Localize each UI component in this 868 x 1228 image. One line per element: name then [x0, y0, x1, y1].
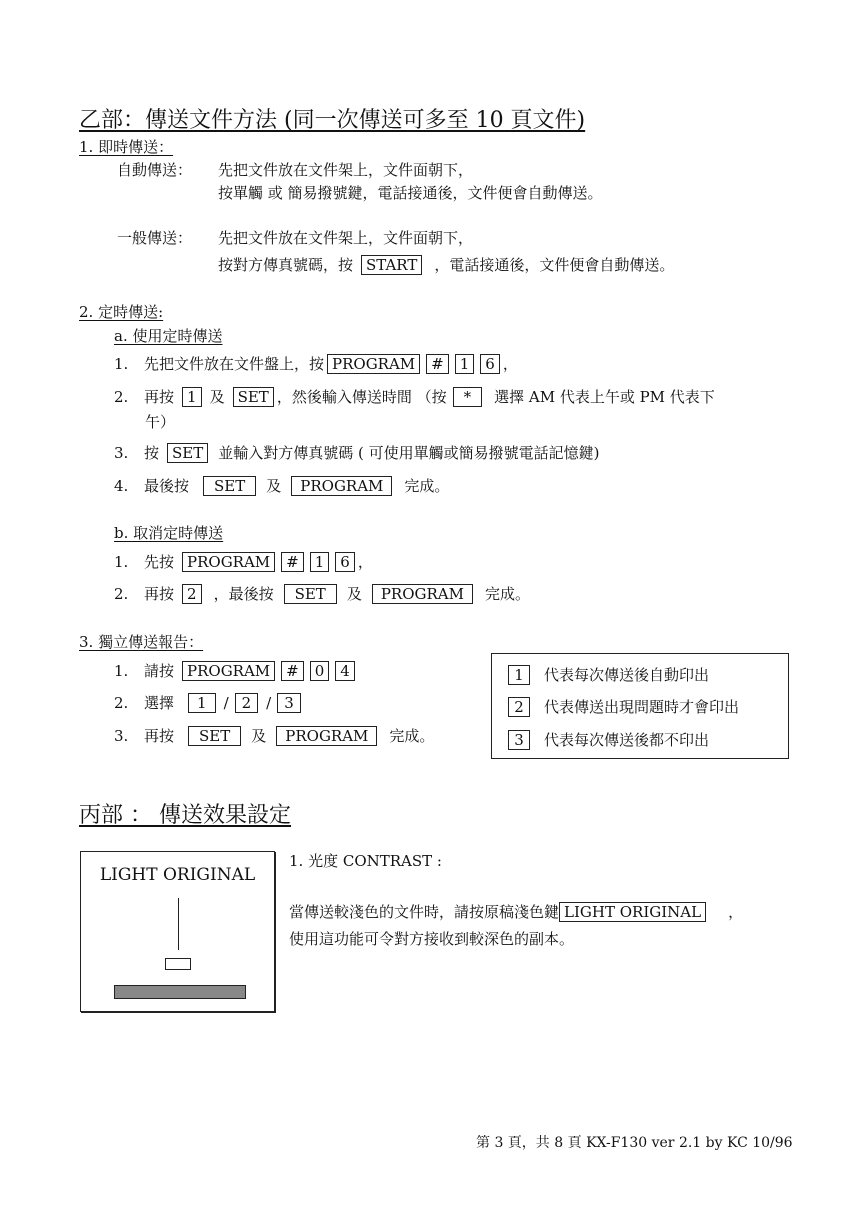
normal-line-2 — [218, 255, 674, 275]
step-text: 選擇 AM 代表上午或 PM 代表下 — [494, 388, 715, 406]
program-key: PROGRAM — [291, 476, 392, 496]
timed-a-heading: a. 使用定時傳送 — [114, 327, 223, 345]
star-key: * — [453, 387, 483, 407]
step-text: 按 — [144, 444, 160, 462]
legend-text: 代表每次傳送後自動印出 — [544, 666, 710, 684]
program-key: PROGRAM — [372, 584, 473, 604]
program-key: PROGRAM — [276, 726, 377, 746]
normal-label: 一般傳送： — [117, 229, 193, 247]
set-key: SET — [233, 387, 274, 407]
timed-heading: 2. 定時傳送: — [79, 303, 164, 321]
key-1: 1 — [188, 693, 216, 713]
immediate-heading: 1. 即時傳送： — [79, 138, 174, 156]
step-text: 先按 — [144, 553, 175, 571]
step-text: 及 — [251, 727, 267, 745]
step-text: 再按 — [144, 585, 175, 603]
key-6: 6 — [480, 354, 500, 374]
timed-b-step-2 — [114, 584, 530, 604]
slash: / — [266, 694, 272, 712]
auto-line-1: 先把文件放在文件架上，文件面朝下， — [218, 161, 474, 179]
step-text: 完成。 — [404, 477, 450, 495]
key-4: 4 — [335, 661, 355, 681]
auto-line-2: 按單觸 或 簡易撥號鍵，電話接通後，文件便會自動傳送。 — [218, 184, 603, 202]
hash-key: # — [426, 354, 449, 374]
timed-a-step-2-cont: 午） — [145, 413, 176, 431]
step-text: 及 — [209, 388, 225, 406]
light-original-key: LIGHT ORIGINAL — [559, 902, 706, 922]
step-number: 2. — [114, 694, 129, 712]
step-end: ， — [357, 553, 373, 571]
legend-text: 代表每次傳送後都不印出 — [544, 731, 710, 749]
step-number: 1. — [114, 553, 129, 571]
legend-text: 代表傳送出現問題時才會印出 — [544, 698, 740, 716]
page-footer: 第 3 頁，共 8 頁 KX-F130 ver 2.1 by KC 10/96 — [476, 1135, 793, 1151]
section-c-title: 丙部 ： 傳送效果設定 — [79, 803, 291, 828]
option-key: 1 — [508, 665, 530, 685]
legend-item — [508, 729, 709, 750]
panel-bar — [114, 985, 246, 999]
section-b-title: 乙部：傳送文件方法 (同一次傳送可多至 10 頁文件) — [79, 108, 586, 133]
report-step-1 — [114, 661, 358, 681]
step-text: 及 — [266, 477, 282, 495]
normal-line-2-post: ，電話接通後，文件便會自動傳送。 — [434, 256, 675, 274]
report-step-3 — [114, 726, 434, 746]
program-key: PROGRAM — [182, 661, 275, 681]
contrast-text: 當傳送較淺色的文件時，請按原稿淺色鍵 — [289, 903, 560, 921]
pointer-line — [178, 898, 179, 950]
start-key: START — [361, 255, 422, 275]
light-original-button-illustration — [165, 958, 191, 970]
step-text: 再按 — [144, 388, 175, 406]
set-key: SET — [203, 476, 256, 496]
legend-item — [508, 664, 709, 685]
normal-line-1: 先把文件放在文件架上，文件面朝下， — [218, 229, 474, 247]
step-end: ， — [502, 355, 518, 373]
step-number: 1. — [114, 662, 129, 680]
step-text: 完成。 — [484, 585, 530, 603]
step-text: 完成。 — [389, 727, 435, 745]
step-text: 及 — [346, 585, 362, 603]
step-number: 4. — [114, 477, 129, 495]
timed-a-step-4 — [114, 476, 449, 496]
auto-label: 自動傳送： — [117, 161, 193, 179]
hash-key: # — [281, 661, 304, 681]
legend-item — [508, 696, 739, 717]
key-2: 2 — [235, 693, 259, 713]
step-number: 3. — [114, 727, 129, 745]
option-key: 2 — [508, 697, 530, 717]
key-2: 2 — [182, 584, 202, 604]
light-original-panel-illustration — [80, 851, 275, 1012]
step-number: 1. — [114, 355, 129, 373]
step-number: 2. — [114, 388, 129, 406]
step-text: 並輸入對方傳真號碼 ( 可使用單觸或簡易撥號電話記憶鍵) — [218, 444, 600, 462]
step-text: 再按 — [144, 727, 175, 745]
contrast-line-2: 使用這功能可令對方接收到較深色的副本。 — [289, 930, 575, 948]
set-key: SET — [188, 726, 241, 746]
step-text: ，然後輸入傳送時間 （按 — [276, 388, 447, 406]
key-1: 1 — [310, 552, 330, 572]
step-text: ，最後按 — [213, 585, 274, 603]
set-key: SET — [167, 443, 208, 463]
hash-key: # — [281, 552, 304, 572]
timed-a-step-1 — [114, 354, 518, 374]
slash: / — [223, 694, 229, 712]
contrast-text-end: ， — [728, 903, 744, 921]
step-text: 請按 — [144, 662, 175, 680]
key-3: 3 — [277, 693, 301, 713]
report-step-2 — [114, 693, 304, 713]
key-0: 0 — [310, 661, 330, 681]
report-heading: 3. 獨立傳送報告： — [79, 633, 204, 651]
panel-title: LIGHT ORIGINAL — [99, 865, 256, 885]
step-text: 選擇 — [144, 694, 175, 712]
key-1: 1 — [455, 354, 475, 374]
step-text: 最後按 — [144, 477, 190, 495]
key-1: 1 — [182, 387, 202, 407]
contrast-heading: 1. 光度 CONTRAST : — [289, 852, 442, 870]
set-key: SET — [284, 584, 337, 604]
step-text: 先把文件放在文件盤上，按 — [144, 355, 325, 373]
option-key: 3 — [508, 730, 530, 750]
step-number: 2. — [114, 585, 129, 603]
program-key: PROGRAM — [327, 354, 420, 374]
key-6: 6 — [335, 552, 355, 572]
timed-a-step-3 — [114, 443, 600, 463]
timed-b-heading: b. 取消定時傳送 — [114, 524, 224, 542]
normal-line-2-pre: 按對方傳真號碼，按 — [218, 256, 354, 274]
timed-b-step-1 — [114, 552, 373, 572]
report-option-legend — [491, 653, 789, 759]
timed-a-step-2 — [114, 387, 715, 407]
program-key: PROGRAM — [182, 552, 275, 572]
step-number: 3. — [114, 444, 129, 462]
contrast-line-1 — [289, 902, 743, 922]
